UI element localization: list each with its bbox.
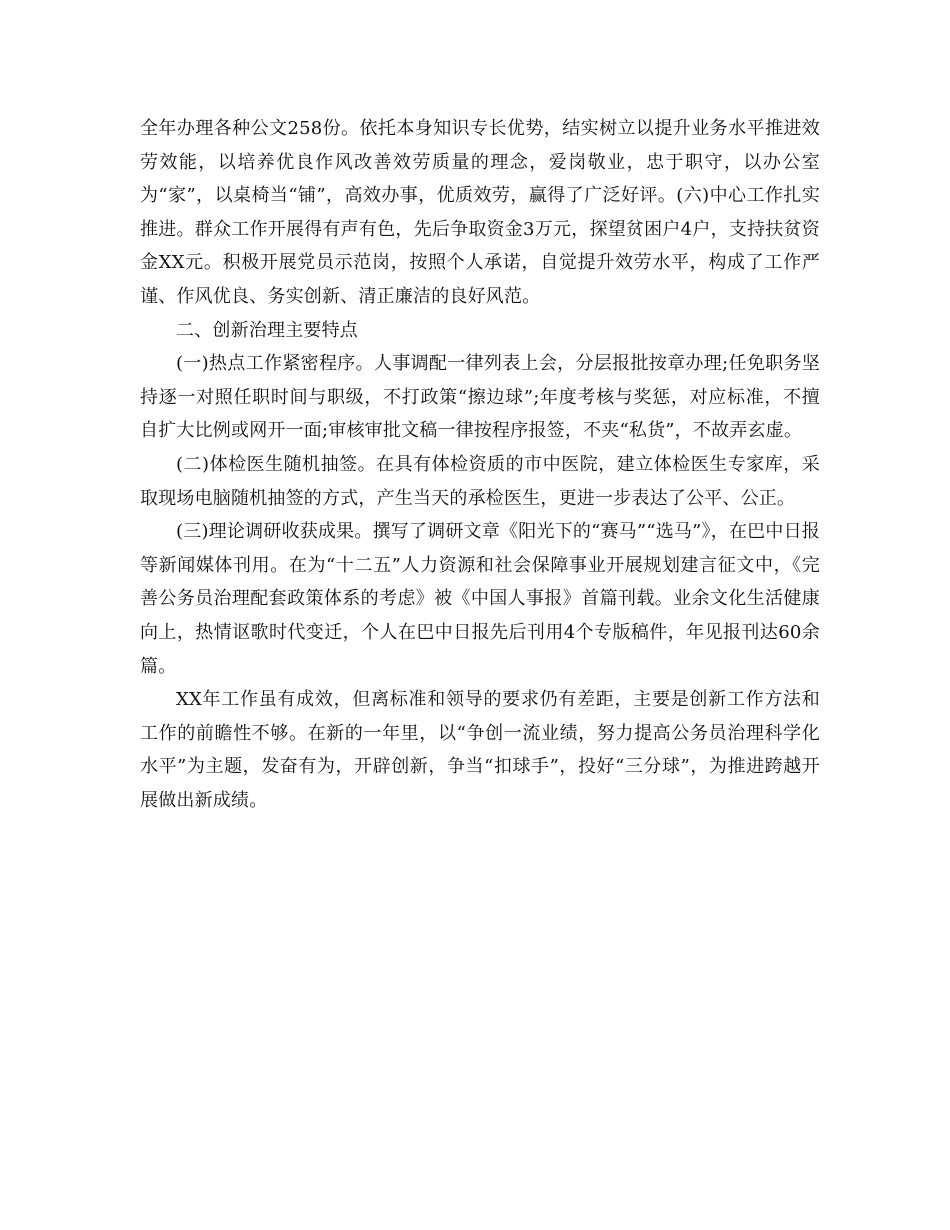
section-heading-innovation: 二、创新治理主要特点	[176, 319, 358, 341]
paragraph-research-results: (三)理论调研收获成果。撰写了调研文章《阳光下的“赛马”“选马”》，在巴中日报等新闻媒体刊用。在为“十二五”人力资源和社会保障事业开展规划建言征文中，《完善公务员治理配套政策体系的考虑》被《中国人事报》首篇刊载。业余文化生活健康向上，热情讴歌时代变迁，个人在巴中日报先后刊用4个专版稿件，年见报刊达60余篇。	[140, 521, 820, 677]
document-body	[140, 112, 820, 817]
paragraph-work-summary: 全年办理各种公文258份。依托本身知识专长优势，结实树立以提升业务水平推进效劳效能，以培养优良作风改善效劳质量的理念，爱岗敬业，忠于职守，以办公室为“家”，以桌椅当“铺”，高效办事，优质效劳，赢得了广泛好评。(六)中心工作扎实推进。群众工作开展得有声有色，先后争取资金3万元，探望贫困户4户，支持扶贫资金XX元。积极开展党员示范岗，按照个人承诺，自觉提升效劳水平，构成了工作严谨、作风优良、务实创新、清正廉洁的良好风范。	[140, 118, 820, 307]
paragraph-doctor-lottery: (二)体检医生随机抽签。在具有体检资质的市中医院，建立体检医生专家库，采取现场电脑随机抽签的方式，产生当天的承检医生，更进一步表达了公平、公正。	[140, 453, 820, 509]
paragraph-hotspot-procedure: (一)热点工作紧密程序。人事调配一律列表上会，分层报批按章办理;任免职务坚持逐一对照任职时间与职级，不打政策“擦边球”;年度考核与奖惩，对应标准，不擅自扩大比例或网开一面;审核审批文稿一律按程序报签，不夹“私货”，不故弄玄虚。	[140, 353, 820, 442]
paragraph-conclusion: XX年工作虽有成效，但离标准和领导的要求仍有差距，主要是创新工作方法和工作的前瞻性不够。在新的一年里，以“争创一流业绩，努力提高公务员治理科学化水平”为主题，发奋有为，开辟创新，争当“扣球手”，投好“三分球”，为推进跨越开展做出新成绩。	[140, 689, 820, 811]
